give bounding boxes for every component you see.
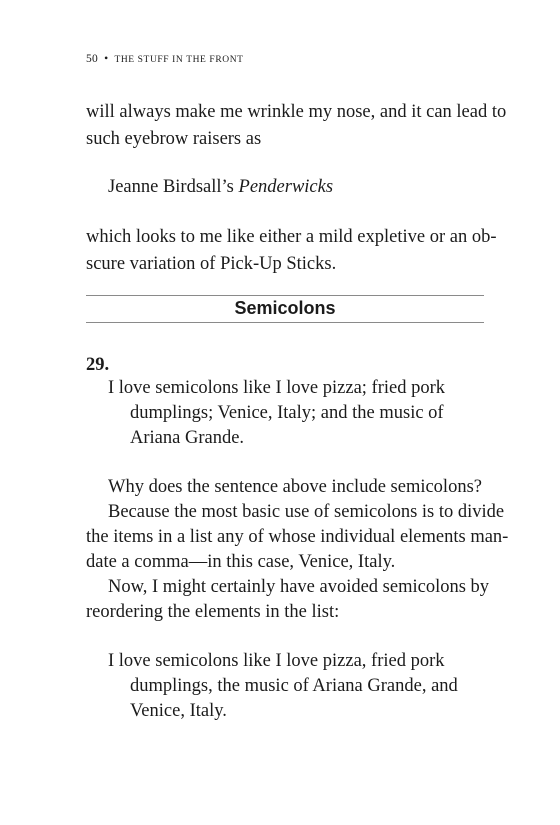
example-book-title: Penderwicks [238, 177, 334, 197]
quote2-line-2: dumplings, the music of Ariana Grande, and [130, 676, 458, 696]
quote2-line-3: Venice, Italy. [130, 701, 227, 721]
page-number: 50 [86, 53, 99, 65]
body-p3-line-2: reordering the elements in the list: [86, 602, 340, 622]
quote1-line-1: I love semicolons like I love pizza; fried pork [108, 378, 446, 398]
after-example-line-1: which looks to me like either a mild expletive or an ob- [86, 227, 497, 247]
opening-line-2: such eyebrow raisers as [86, 129, 262, 149]
body-p1: Why does the sentence above include semicolons? [108, 477, 482, 497]
heading-rule-top [86, 295, 484, 296]
section-number: 29. [86, 355, 110, 375]
body-p2-line-3: date a comma—in this case, Venice, Italy. [86, 552, 396, 572]
example-author: Jeanne Birdsall’s [108, 177, 234, 197]
after-example-line-2: scure variation of Pick-Up Sticks. [86, 254, 337, 274]
opening-line-1: will always make me wrinkle my nose, and it can lead to [86, 102, 507, 122]
body-p3-line-1: Now, I might certainly have avoided semicolons by [108, 577, 490, 597]
quote1-line-2: dumplings; Venice, Italy; and the music of [130, 403, 444, 423]
header-separator: • [104, 53, 109, 65]
section-heading: Semicolons [234, 298, 336, 318]
body-p2-line-2: the items in a list any of whose individual elements man- [86, 527, 509, 547]
example-title [108, 177, 333, 198]
running-title: THE STUFF IN THE FRONT [114, 55, 244, 65]
quote2-line-1: I love semicolons like I love pizza, fried pork [108, 651, 445, 671]
heading-rule-bottom [86, 322, 484, 323]
quote1-line-3: Ariana Grande. [130, 428, 245, 448]
body-p2-line-1: Because the most basic use of semicolons is to divide [108, 502, 505, 522]
running-head [86, 53, 244, 65]
